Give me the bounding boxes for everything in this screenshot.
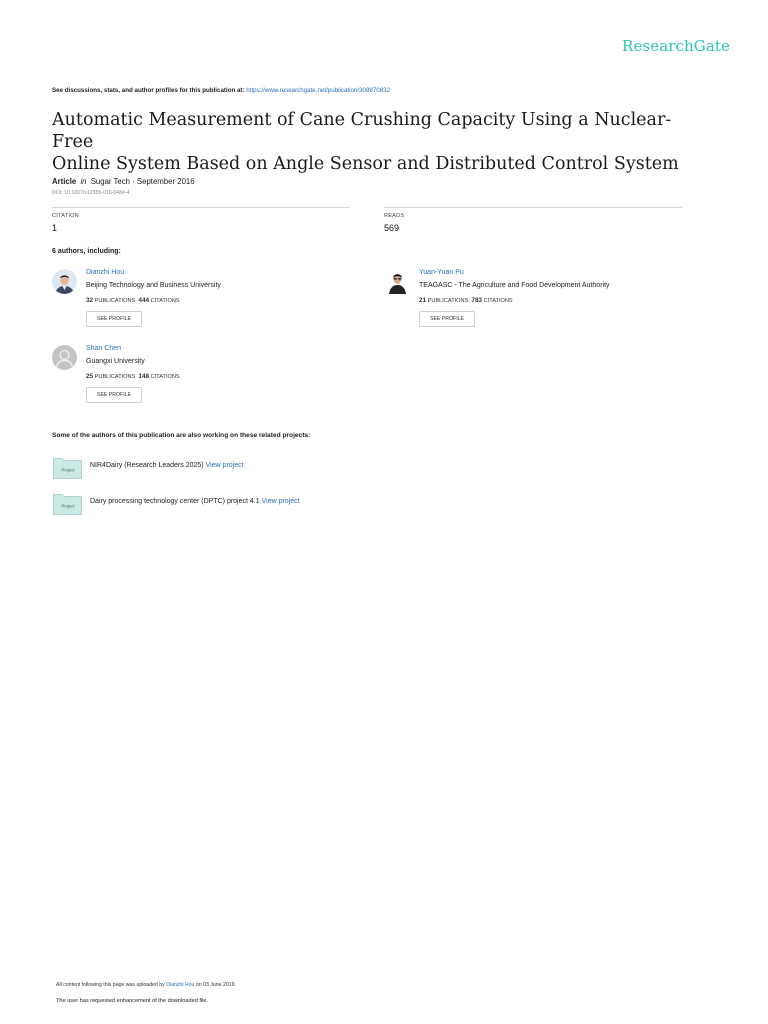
paper-title bbox=[52, 109, 712, 175]
reads-label: READS bbox=[384, 213, 405, 219]
article-type: Article bbox=[52, 177, 77, 186]
see-profile-button[interactable]: SEE PROFILE bbox=[419, 311, 475, 327]
see-profile-button[interactable]: SEE PROFILE bbox=[86, 387, 142, 403]
citations-count: 783 bbox=[471, 297, 483, 304]
author-stats bbox=[86, 373, 180, 380]
citation-label: CITATION bbox=[52, 213, 79, 219]
reads-value: 569 bbox=[384, 223, 400, 233]
publications-count: 25 bbox=[86, 373, 94, 380]
view-project-link[interactable]: View project bbox=[261, 498, 300, 505]
divider-left bbox=[52, 207, 350, 208]
upload-suffix: on 03 June 2019. bbox=[195, 982, 237, 988]
author-name[interactable]: Yuan-Yuan Pu bbox=[419, 269, 464, 276]
publications-label: PUBLICATIONS bbox=[94, 374, 136, 380]
project-folder-icon bbox=[53, 457, 82, 479]
citation-value: 1 bbox=[52, 223, 58, 233]
citations-count: 444 bbox=[138, 297, 150, 304]
citations-label: CITATIONS bbox=[150, 298, 180, 304]
enhancement-note: The user has requested enhancement of the downloaded file. bbox=[56, 998, 209, 1004]
avatar[interactable] bbox=[385, 269, 410, 294]
project-folder-icon bbox=[53, 493, 82, 515]
researchgate-logo[interactable]: ResearchGate bbox=[622, 37, 730, 55]
author-institution: TEAGASC - The Agriculture and Food Development Authority bbox=[419, 282, 610, 289]
citations-count: 148 bbox=[138, 373, 150, 380]
author-name[interactable]: Dianzhi Hou bbox=[86, 269, 125, 276]
publications-label: PUBLICATIONS bbox=[94, 298, 136, 304]
publications-label: PUBLICATIONS bbox=[427, 298, 469, 304]
see-profile-button[interactable]: SEE PROFILE bbox=[86, 311, 142, 327]
project-title: NIR4Dairy (Research Leaders 2025) bbox=[90, 462, 204, 469]
author-stats bbox=[419, 297, 513, 304]
view-project-link[interactable]: View project bbox=[205, 462, 244, 469]
project-icon-label: Project bbox=[61, 467, 75, 473]
publication-url-link[interactable]: https://www.researchgate.net/publication/308870832 bbox=[246, 87, 391, 94]
paper-title-line-1: Automatic Measurement of Cane Crushing Capacity Using a Nuclear-Free bbox=[52, 110, 672, 152]
paper-title-line-2: Online System Based on Angle Sensor and Distributed Control System bbox=[52, 154, 679, 174]
author-institution: Beijing Technology and Business University bbox=[86, 282, 221, 289]
citations-label: CITATIONS bbox=[483, 298, 513, 304]
avatar[interactable] bbox=[52, 269, 77, 294]
project-text bbox=[90, 462, 244, 469]
upload-note bbox=[56, 982, 236, 988]
author-stats bbox=[86, 297, 180, 304]
article-meta bbox=[52, 177, 195, 186]
journal-name: Sugar Tech · September 2016 bbox=[90, 177, 195, 186]
project-icon-label: Project bbox=[61, 503, 75, 509]
publications-count: 32 bbox=[86, 297, 94, 304]
project-title: Dairy processing technology center (DPTC) project 4.1 bbox=[90, 498, 260, 505]
projects-heading: Some of the authors of this publication are also working on these related projects: bbox=[52, 432, 311, 439]
author-name[interactable]: Shan Chen bbox=[86, 345, 122, 352]
article-in: in bbox=[80, 177, 87, 186]
see-discussions-label: See discussions, stats, and author profiles for this publication at: bbox=[52, 87, 245, 94]
uploader-link[interactable]: Dianzhi Hou bbox=[166, 982, 195, 988]
publications-count: 21 bbox=[419, 297, 427, 304]
avatar[interactable] bbox=[52, 345, 77, 370]
author-institution: Guangxi University bbox=[86, 358, 145, 365]
citations-label: CITATIONS bbox=[150, 374, 180, 380]
project-text bbox=[90, 498, 300, 505]
authors-heading: 6 authors, including: bbox=[52, 248, 121, 255]
doi: DOI: 10.1007/s12355-016-0484-4 bbox=[52, 190, 130, 196]
divider-right bbox=[384, 207, 683, 208]
see-discussions-line bbox=[52, 87, 390, 94]
upload-prefix: All content following this page was uploaded by bbox=[56, 982, 165, 988]
